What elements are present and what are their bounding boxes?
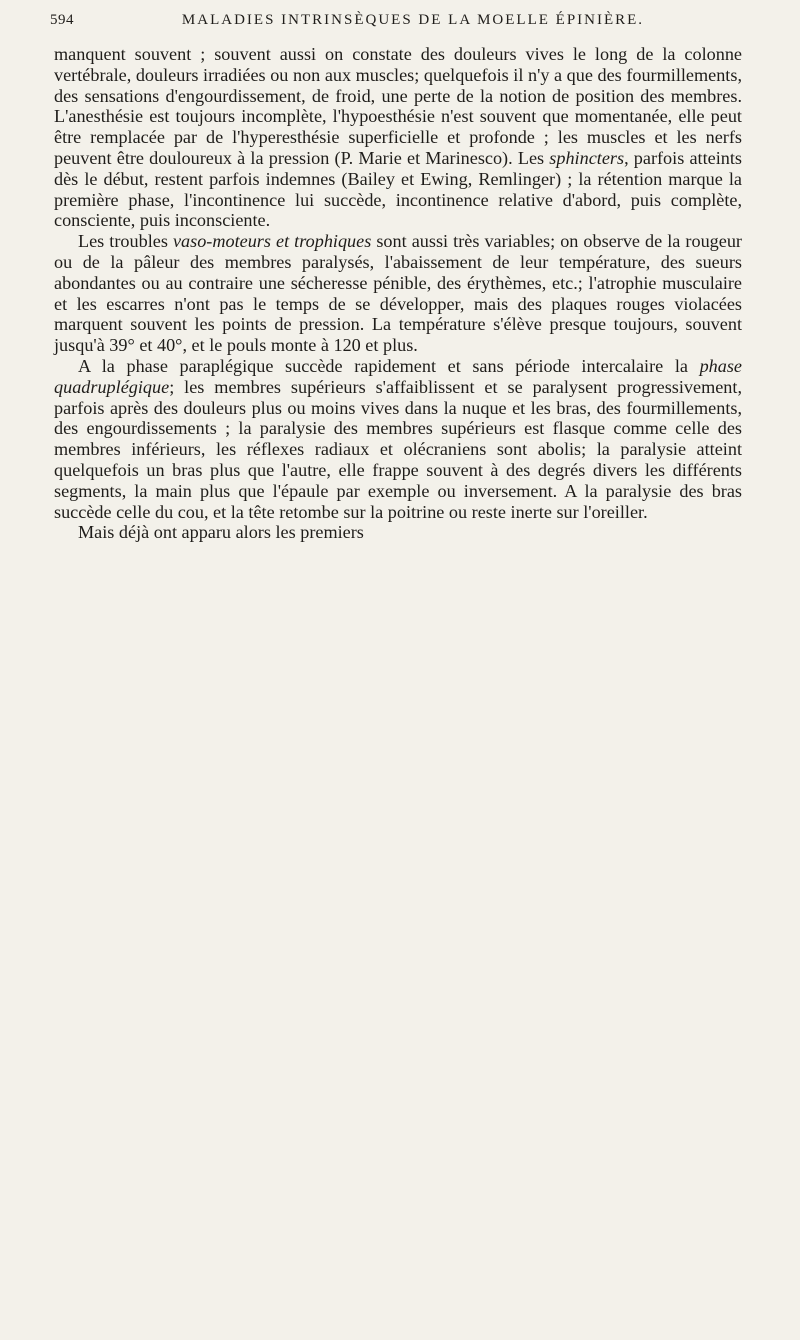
text-run: ; les membres supérieurs s'affaiblissent et se paralysent progressivement, parfois après des douleurs plus ou moins vives dans la nuque et les bras, des fourmillements, des engourdissements ; la paralysie des membres supérieurs est flasque comme celle des membres inférieurs, les réflexes radiaux et olécraniens sont abolis; la paralysie atteint quelquefois un bras plus que l'autre, elle frappe souvent à des degrés divers les différents segments, la main plus que l'épaule par exemple ou inversement. A la paralysie des bras succède celle du cou, et la tête retombe sur la poitrine ou reste inerte sur l'oreiller.: [54, 376, 742, 522]
page-number: 594: [50, 12, 74, 28]
text-run: A la phase paraplégique succède rapidement et sans période intercalaire la: [78, 355, 700, 376]
running-title: MALADIES INTRINSÈQUES DE LA MOELLE ÉPINIÈRE.: [181, 12, 645, 28]
italic-term: phase quadruplégique: [54, 355, 742, 397]
text-run: Mais déjà ont apparu alors les premiers: [78, 522, 364, 543]
text-run: manquent souvent ; souvent aussi on constate des douleurs vives le long de la colonne vertébrale, douleurs irradiées ou non aux muscles; quelquefois il n'y a que des fourmillements, des sensations d'engourdissement, de froid, une perte de la notion de position des membres. L'anesthésie est toujours incomplète, l'hypoesthésie n'est souvent que momentanée, elle peut être remplacée par de l'hyperesthésie superficielle et profonde ; les muscles et les nerfs peuvent être douloureux à la pression (P. Marie et Marinesco). Les: [54, 44, 742, 168]
body-text: [54, 44, 742, 543]
paragraph: [54, 522, 742, 543]
text-run: , parfois atteints dès le début, restent parfois indemnes (Bailey et Ewing, Remlinger) ; la rétention marque la première phase, l'incontinence lui succède, incontinence relative d'abord, puis complète, consciente, puis inconsciente.: [54, 147, 742, 231]
paragraph: [54, 44, 742, 231]
page-header: [50, 12, 740, 38]
text-run: Les troubles: [78, 231, 173, 252]
italic-term: vaso-moteurs et trophiques: [172, 231, 372, 252]
paragraph: [54, 231, 742, 356]
text-run: sont aussi très variables; on observe de la rougeur ou de la pâleur des membres paralysés, l'abaissement de leur température, des sueurs abondantes ou au contraire une sécheresse pénible, des érythèmes, etc.; l'atrophie musculaire et les escarres n'ont pas le temps de se développer, mais des plaques rouges violacées marquent souvent les points de pression. La température s'élève presque toujours, souvent jusqu'à 39° et 40°, et le pouls monte à 120 et plus.: [54, 231, 742, 356]
italic-term: sphincters: [549, 147, 625, 168]
paragraph: [54, 356, 742, 522]
